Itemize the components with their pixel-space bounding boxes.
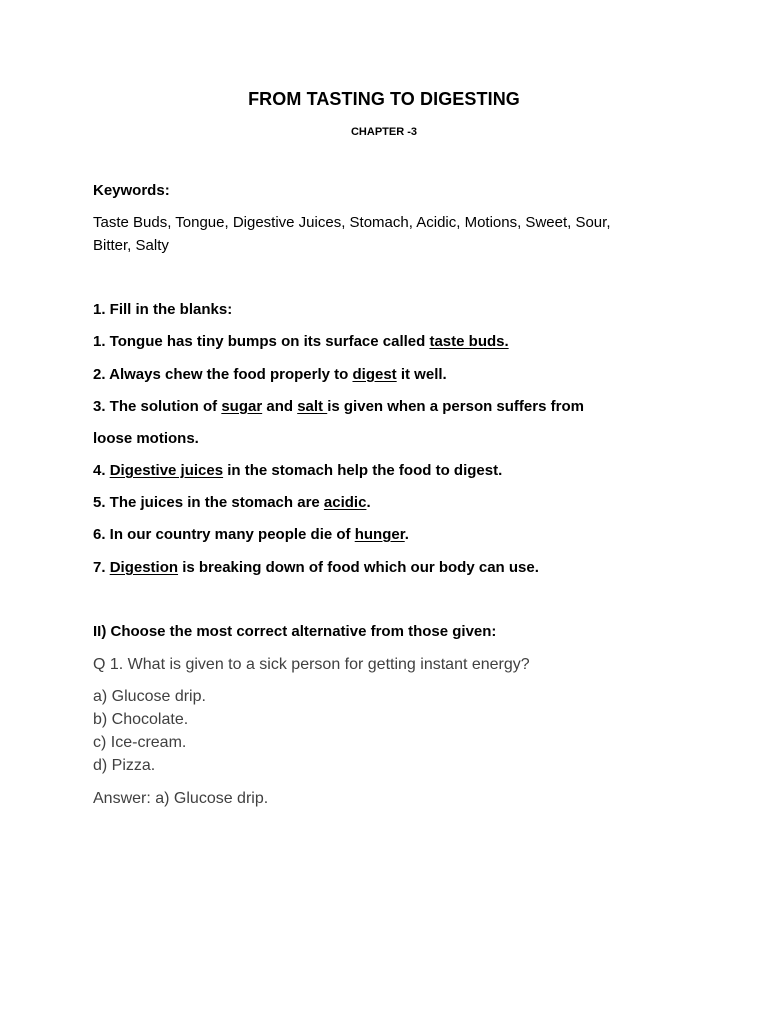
blank-item-1 — [93, 332, 509, 352]
question-1: Q 1. What is given to a sick person for getting instant energy? — [93, 656, 530, 673]
blank-answer: digest — [352, 366, 397, 383]
blank-answer: Digestive juices — [109, 462, 224, 479]
blank-answer: acidic — [323, 494, 367, 511]
blank-item-text: 3. The solution of — [93, 398, 222, 415]
answer-line: Answer: a) Glucose drip. — [93, 790, 269, 807]
blank-item-text: . — [366, 494, 371, 511]
blank-item-text: 5. The juices in the stomach are — [93, 494, 324, 511]
blank-item-6 — [93, 525, 409, 545]
blank-item-3-continuation: loose motions. — [93, 430, 199, 447]
blank-item-text: . — [404, 526, 409, 543]
blank-item-text: 2. Always chew the food properly to — [93, 366, 353, 383]
chapter-label: CHAPTER -3 — [350, 126, 417, 138]
blank-answer: salt — [297, 398, 328, 415]
option-b: b) Chocolate. — [93, 711, 189, 728]
page-title: FROM TASTING TO DIGESTING — [248, 89, 520, 109]
fill-blanks-heading: 1. Fill in the blanks: — [93, 301, 233, 318]
blank-item-text: 4. — [93, 462, 110, 479]
blank-item-3 — [93, 397, 584, 417]
blank-answer: Digestion — [109, 559, 179, 576]
blank-item-text: 7. — [93, 559, 110, 576]
keywords-line-1: Taste Buds, Tongue, Digestive Juices, Stomach, Acidic, Motions, Sweet, Sour, — [93, 214, 611, 231]
blank-item-7 — [93, 558, 539, 578]
option-d: d) Pizza. — [93, 757, 156, 774]
blank-item-text: 6. In our country many people die of — [93, 526, 355, 543]
blank-item-text: is breaking down of food which our body can use. — [178, 559, 539, 576]
blank-item-text: 1. Tongue has tiny bumps on its surface called — [93, 333, 430, 350]
option-a: a) Glucose drip. — [93, 688, 206, 705]
blank-item-4 — [93, 461, 502, 481]
blank-item-text: is given when a person suffers from — [327, 398, 584, 415]
blank-item-text: it well. — [396, 366, 447, 383]
blank-answer: sugar — [221, 398, 263, 415]
blank-answer: taste buds. — [429, 333, 509, 350]
blank-item-5 — [93, 493, 371, 513]
blank-item-text: and — [262, 398, 298, 415]
blank-item-2 — [93, 365, 447, 385]
choose-heading: II) Choose the most correct alternative from those given: — [93, 623, 497, 640]
keywords-line-2: Bitter, Salty — [93, 237, 169, 254]
option-c: c) Ice-cream. — [93, 734, 187, 751]
blank-answer: hunger — [354, 526, 405, 543]
keywords-heading: Keywords: — [93, 182, 170, 199]
blank-item-text: in the stomach help the food to digest. — [223, 462, 503, 479]
